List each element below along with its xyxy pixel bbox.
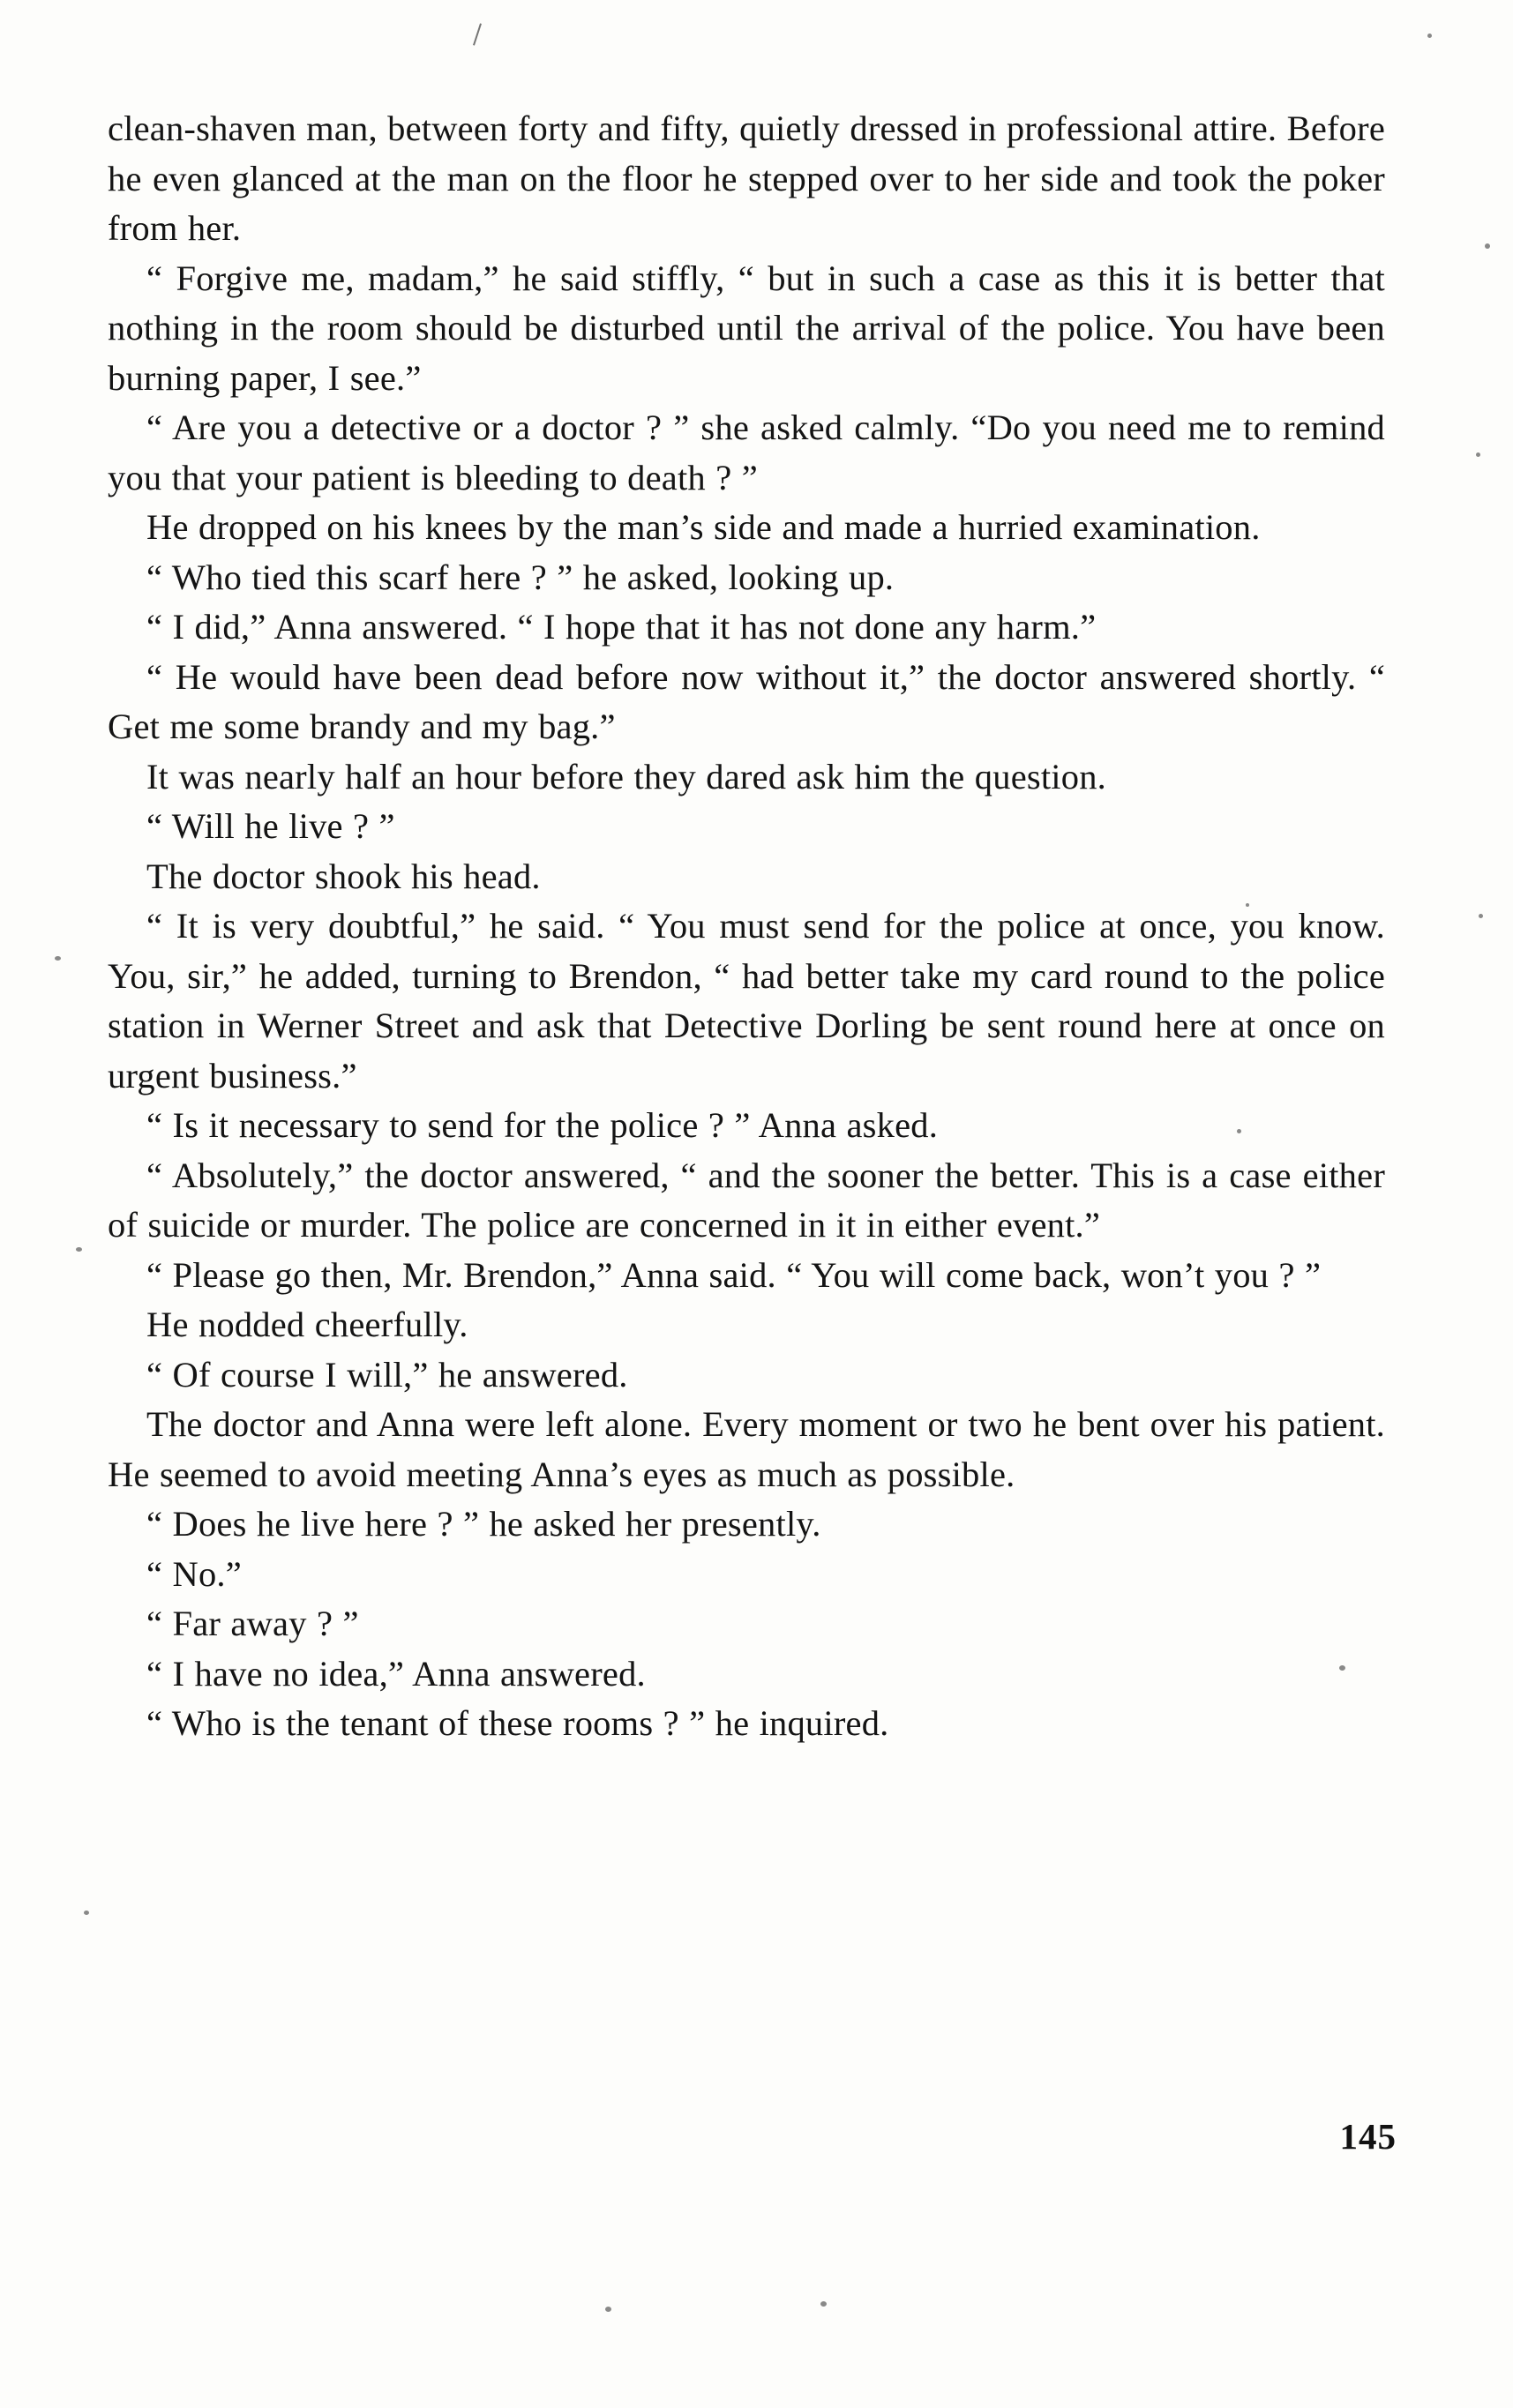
ink-speck <box>55 956 61 961</box>
paragraph: “ Absolutely,” the doctor answered, “ and the sooner the better. This is a case either of suicide or murder. The police are concerned in it in either event.” <box>108 1155 1385 1245</box>
ink-speck <box>76 1247 82 1252</box>
page-text-body <box>108 104 1385 1749</box>
paragraph: “ Will he live ? ” <box>146 806 395 846</box>
paragraph: “ No.” <box>146 1553 242 1594</box>
ink-speck <box>1485 243 1490 249</box>
ink-mark <box>473 23 482 45</box>
page-number: 145 <box>1339 2116 1397 2157</box>
paragraph: He dropped on his knees by the man’s side and made a hurried examination. <box>146 507 1261 547</box>
ink-speck <box>1427 34 1432 38</box>
paragraph: “ Are you a detective or a doctor ? ” she asked calmly. “Do you need me to remind you that your patient is bleeding to death ? ” <box>108 408 1385 497</box>
paragraph: “ He would have been dead before now without it,” the doctor answered shortly. “ Get me some brandy and my bag.” <box>108 656 1385 746</box>
paragraph: He nodded cheerfully. <box>146 1305 468 1344</box>
paragraph: The doctor and Anna were left alone. Every moment or two he bent over his patient. He seemed to avoid meeting Anna’s eyes as much as possible. <box>108 1404 1385 1494</box>
ink-speck <box>84 1911 89 1915</box>
paragraph: It was nearly half an hour before they dared ask him the question. <box>146 756 1106 796</box>
ink-speck <box>1479 914 1483 918</box>
paragraph: “ Forgive me, madam,” he said stiffly, “ but in such a case as this it is better that nothing in the room should be disturbed until the arrival of the police. You have been burning paper, I see.” <box>108 258 1385 398</box>
paragraph: “ Who tied this scarf here ? ” he asked, looking up. <box>146 557 895 597</box>
paragraph: “ It is very doubtful,” he said. “ You must send for the police at once, you know. You, sir,” he added, turning to Brendon, “ had better take my card round to the police station in Werner Street and ask that Detective Dorling be sent round here at once on urgent business.” <box>108 906 1385 1096</box>
paragraph: “ Of course I will,” he answered. <box>146 1354 628 1395</box>
ink-speck <box>1476 452 1480 457</box>
paragraph: “ I did,” Anna answered. “ I hope that it has not done any harm.” <box>146 607 1097 647</box>
paragraph: “ Far away ? ” <box>146 1604 359 1643</box>
ink-speck <box>605 2307 611 2312</box>
paragraph: “ Is it necessary to send for the police ? ” Anna asked. <box>146 1105 939 1145</box>
paragraph: “ I have no idea,” Anna answered. <box>146 1653 646 1694</box>
paragraph: “ Who is the tenant of these rooms ? ” he inquired. <box>146 1703 889 1743</box>
paragraph: “ Please go then, Mr. Brendon,” Anna said. “ You will come back, won’t you ? ” <box>146 1254 1322 1295</box>
paragraph: The doctor shook his head. <box>146 856 541 896</box>
paragraph: “ Does he live here ? ” he asked her presently. <box>146 1504 821 1544</box>
paragraph: clean-shaven man, between forty and fifty, quietly dressed in professional attire. Before he even glanced at the man on the floor he stepped over to her side and took the poker from her. <box>108 108 1385 248</box>
ink-speck <box>820 2301 827 2307</box>
